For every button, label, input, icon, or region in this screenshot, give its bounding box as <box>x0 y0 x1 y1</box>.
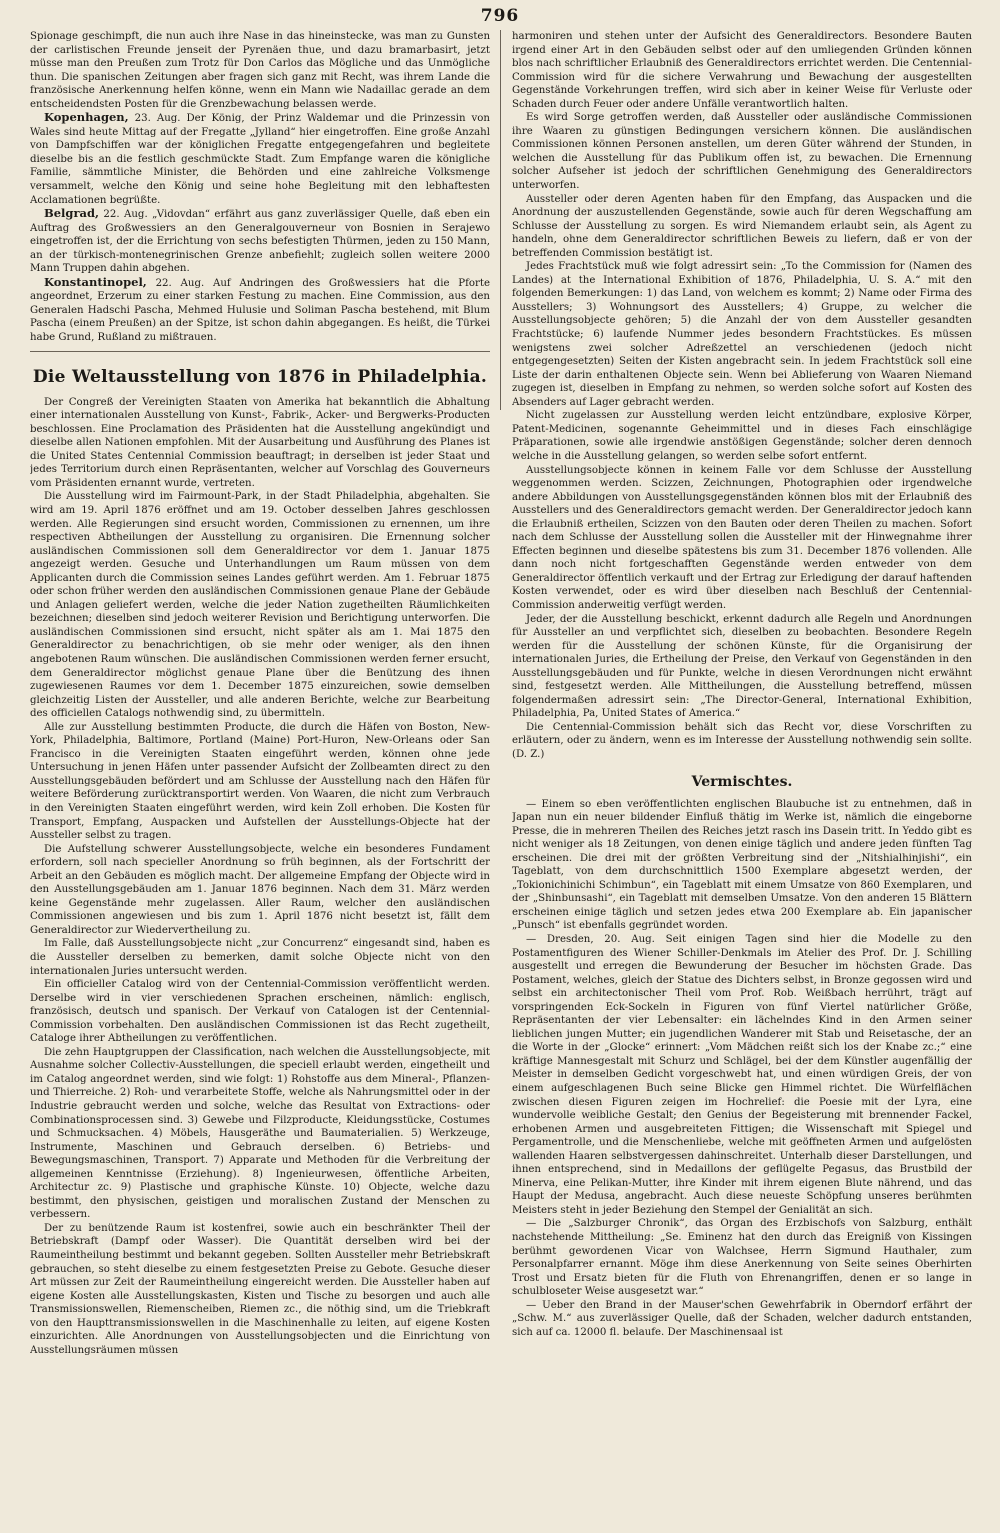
paragraph: — Einem so eben veröffentlichten englischen Blaubuche ist zu entnehmen, daß in Japan nun ein neuer bildender Einfluß thätig im Werke ist, nämlich die eingeborne Presse, die in mehreren Theilen des Reiches jetzt rasch ins Dasein tritt. In Yeddo gibt es nicht weniger als 18 Zeitungen, von denen einige täglich und andere jeden fünften Tag erscheinen. Die drei mit der größten Verbreitung sind der „Nitshialhinjishi“, ein Tageblatt, von dem durchschnittlich 1500 Exemplare abgesetzt werden, der „Tokionichinichi Schimbun“, ein Tageblatt mit einem Umsatze von 860 Exemplaren, und der „Shinbunsashi“, ein Tageblatt mit demselben Umsatze. Von den anderen 15 Blättern erscheinen einige täglich und setzen jedes etwa 200 Exemplare ab. Ein japanischer „Punsch“ ist ebenfalls gegründet worden. <box>512 798 972 932</box>
paragraph: — Dresden, 20. Aug. Seit einigen Tagen sind hier die Modelle zu den Postamentfiguren des Wiener Schiller-Denkmals im Atelier des Prof. Dr. J. Schilling ausgestellt und erregen die Bewunderung der Besucher im höchsten Grade. Das Postament, welches, gleich der Statue des Dichters selbst, in Bronze gegossen wird und selbst ein architectonischer Theil vom Prof. Rob. Weißbach herrührt, trägt auf vorspringenden Eck-Sockeln in Figuren von fünf Viertel natürlicher Größe, Repräsentanten der vier Lebensalter: ein lächelndes Kind in den Armen seiner lieblichen jungen Mutter; ein jugendlichen Wanderer mit Stab und Reisetasche, der an die Worte in der „Glocke“ erinnert: „Vom Mädchen reißt sich los der Knabe zc.;“ eine kräftige Mannesgestalt mit Schurz und Schlägel, bei der dem Künstler augenfällig der Meister in demselben Gedicht vorgeschwebt hat, und einen würdigen Greis, der von einem aufgeschlagenen Buch seine Blicke gen Himmel richtet. Die Würfelflächen zwischen diesen Figuren zeigen im Hochrelief: die Poesie mit der Lyra, eine wundervolle weibliche Gestalt; den Genius der Begeisterung mit brennender Fackel, erhobenen Armen und ausgebreiteten Fittigen; die Wissenschaft mit Spiegel und Pergamentrolle, und die Menschenliebe, welche mit geöffneten Armen und aufgelösten wallenden Haaren selbstvergessen dahinschreitet. Unterhalb dieser Darstellungen, und ihnen entsprechend, sind in Medaillons der geflügelte Pegasus, das Brustbild der Minerva, eine Pelikan-Mutter, ihre Kinder mit ihrem eigenen Blute nährend, und das Haupt der Medusa, angebracht. Auch diese neueste Schöpfung unseres berühmten Meisters steht in jeder Beziehung den Stempel der Genialität an sich. <box>512 934 972 1216</box>
paragraph: Der zu benützende Raum ist kostenfrei, sowie auch ein beschränkter Theil der Betriebskraft (Dampf oder Wasser). Die Quantität derselben wird bei der Raumeintheilung bestimmt und bekannt gegeben. Sollten Aussteller mehr Betriebskraft gebrauchen, so steht dieselbe zu einem festgesetzten Preise zu Gebote. Gesuche dieser Art müssen zur Zeit der Raumeintheilung eingereicht werden. Die Aussteller haben auf eigene Kosten alle Ausstellungskasten, Kisten und Tische zu besorgen und auch alle Transmissionswellen, Riemenscheiben, Riemen zc., die nöthig sind, um die Triebkraft von den Haupttransmissionswellen in die Maschinenhalle zu leiten, auf eigene Kosten einzurichten. Alle Anordnungen von Ausstellungsobjecten und die Einrichtung von Ausstellungsräumen müssen <box>30 1222 490 1356</box>
paragraph: — Die „Salzburger Chronik“, das Organ des Erzbischofs von Salzburg, enthält nachstehende Mittheilung: „Se. Eminenz hat den durch das Ereigniß von Kissingen berühmt gewordenen Vicar von Walchsee, Herrn Sigmund Hauthaler, zum Personalpfarrer ernannt. Möge ihm diese Anerkennung von Seite seines Oberhirten Trost und Ersatz bieten für die Fluth von Ehrenangriffen, denen er so lange in schulbloseter Weise ausgesetzt war.“ <box>512 1218 972 1298</box>
paragraph: Jeder, der die Ausstellung beschickt, erkennt dadurch alle Regeln und Anordnungen für Aussteller an und verpflichtet sich, dieselben zu beobachten. Besondere Regeln werden für die Ausstellung der schönen Künste, für die Organisirung der internationalen Juries, die Ertheilung der Preise, den Verkauf von Gegenständen in den Ausstellungsgebäuden und für Punkte, welche in diesen Verordnungen nicht erwähnt sind, festgesetzt werden. Alle Mittheilungen, die Ausstellung betreffend, müssen folgendermaßen adressirt sein: „The Director-General, International Exhibition, Philadelphia, Pa, United States of America.“ <box>512 613 972 720</box>
paragraph: Ein officieller Catalog wird von der Centennial-Commission veröffentlicht werden. Derselbe wird in vier verschiedenen Sprachen erscheinen, nämlich: englisch, französisch, deutsch und spanisch. Der Verkauf von Catalogen ist der Centennial-Commission vorbehalten. Den ausländischen Commissionen ist das Recht zugetheilt, Cataloge ihrer Abtheilungen zu veröffentlichen. <box>30 979 490 1045</box>
paragraph: Nicht zugelassen zur Ausstellung werden leicht entzündbare, explosive Körper, Patent-Medicinen, sogenannte Geheimmittel und in dieses Fach einschlägige Präparationen, sowie alle irgendwie anstößigen Gegenstände; solcher deren dennoch welche in die Ausstellung gelangen, so werden selbe sofort entfernt. <box>512 410 972 462</box>
paragraph: Im Falle, daß Ausstellungsobjecte nicht „zur Concurrenz“ eingesandt sind, haben es die Aussteller derselben zu bemerken, damit solche Objecte nicht von den internationalen Juries untersucht werden. <box>30 938 490 977</box>
paragraph: Die Aufstellung schwerer Ausstellungsobjecte, welche ein besonderes Fundament erfordern, soll nach specieller Anordnung so früh beginnen, als der Fortschritt der Arbeit an den Gebäuden es möglich macht. Der allgemeine Empfang der Objecte wird in den Ausstellungsgebäuden am 1. Januar 1876 beginnen. Nach dem 31. März werden keine Gegenstände mehr zugelassen. Aller Raum, welcher den ausländischen Commissionen angewiesen und bis zum 1. April 1876 nicht besetzt ist, fällt dem Generaldirector zur Wiedervertheilung zu. <box>30 843 490 936</box>
section-title: Vermischtes. <box>691 773 793 790</box>
article-title: Die Weltausstellung von 1876 in Philadelphia. <box>32 366 488 387</box>
paragraph: Alle zur Ausstellung bestimmten Producte, die durch die Häfen von Boston, New-York, Philadelphia, Baltimore, Portland (Maine) Port-Huron, New-Orleans oder San Francisco in die Vereinigten Staaten eingeführt werden, können ohne jede Untersuchung in jenen Häfen unter passender Aufsicht der Zollbeamten direct zu den Ausstellungsgebäuden befördert und am Schlusse der Ausstellung nach den Häfen für weitere Beförderung zurücktransportirt werden. Von Waaren, die nicht zum Verbrauch in den Vereinigten Staaten eingeführt werden, wird kein Zoll erhoben. Die Kosten für Transport, Empfang, Auspacken und Aufstellen der Ausstellungs-Objecte hat der Aussteller selbst zu tragen. <box>30 721 490 842</box>
dateline: Kopenhagen, <box>44 110 129 125</box>
paragraph: — Ueber den Brand in der Mauser'schen Gewehrfabrik in Oberndorf erfährt der „Schw. M.“ aus zuverlässiger Quelle, daß der Schaden, welcher dadurch entstanden, sich auf ca. 12000 fl. belaufe. Der Maschinensaal ist <box>512 1299 972 1338</box>
title-rule <box>30 351 490 352</box>
paragraph: Aussteller oder deren Agenten haben für den Empfang, das Auspacken und die Anordnung der auszustellenden Gegenstände, sowie auch für deren Wegschaffung am Schlusse der Ausstellung zu sorgen. Es wird Niemandem erlaubt sein, als Agent zu handeln, ohne dem Generaldirector schriftlichen Beweis zu liefern, daß er von der betreffenden Commission bestätigt ist. <box>512 193 972 259</box>
dateline: Konstantinopel, <box>44 274 147 289</box>
news-item-belgrad: Belgrad, 22. Aug. „Vidovdan“ erfährt aus ganz zuverlässiger Quelle, daß eben ein Auftrag des Großwessiers an den Generalgouverneur von Bosnien in Serajewo eingetroffen ist, der die Errichtung von sechs befestigten Thürmen, jeden zu 150 Mann, an der türkisch-montenegrinischen Grenze anbefiehlt; zugleich sollen weitere 2000 Mann Truppen dahin abgehen. <box>30 206 490 275</box>
page-number: 796 <box>480 6 520 26</box>
paragraph: Die zehn Hauptgruppen der Classification, nach welchen die Ausstellungsobjecte, mit Ausnahme solcher Collectiv-Ausstellungen, die speciell erlaubt werden, eingetheilt und im Catalog angeordnet werden, sind wie folgt: 1) Rohstoffe aus dem Mineral-, Pflanzen- und Thierreiche. 2) Roh- und verarbeitete Stoffe, welche als Nahrungsmittel oder in der Industrie gebraucht werden und solche, welche das Resultat von Extractions- oder Combinationsprocessen sind. 3) Gewebe und Filzproducte, Kleidungsstücke, Costumes und Schmucksachen. 4) Möbels, Hausgeräthe und Baumaterialien. 5) Werkzeuge, Instrumente, Maschinen und Gebrauch derselben. 6) Betriebs- und Bewegungsmaschinen, Transport. 7) Apparate und Methoden für die Verbreitung der allgemeinen Kenntnisse (Erziehung). 8) Ingenieurwesen, öffentliche Arbeiten, Architectur zc. 9) Plastische und graphische Künste. 10) Objecte, welche dazu bestimmt, den physischen, geistigen und moralischen Zustand der Menschen zu verbessern. <box>30 1046 490 1221</box>
source-signoff: (D. Z.) <box>512 748 545 760</box>
right-column <box>512 30 972 1525</box>
paragraph: Die Centennial-Commission behält sich das Recht vor, diese Vorschriften zu erläutern, oder zu ändern, wenn es im Interesse der Ausstellung nothwendig sein sollte. (D. Z.) <box>512 721 972 760</box>
paragraph: Es wird Sorge getroffen werden, daß Aussteller oder ausländische Commissionen ihre Waaren zu günstigen Bedingungen versichern können. Die ausländischen Commissionen können Personen anstellen, um deren Güter während der Stunden, in welchen die Ausstellung für das Publikum offen ist, zu bewachen. Die Ernennung solcher Aufseher ist jedoch der schriftlichen Genehmigung des Generaldirectors unterworfen. <box>512 112 972 192</box>
left-column <box>30 30 490 1525</box>
paragraph: harmoniren und stehen unter der Aufsicht des Generaldirectors. Besondere Bauten irgend einer Art in den Gebäuden selbst oder auf den umliegenden Gründen können blos nach schriftlicher Erlaubniß des Generaldirectors errichtet werden. Die Centennial-Commission wird für die sichere Verwahrung und Bewachung der ausgestellten Gegenstände Vorkehrungen treffen, wird sich aber in keiner Weise für Verluste oder Schaden durch Feuer oder andere Unfälle verantwortlich halten. <box>512 31 972 110</box>
paragraph: Der Congreß der Vereinigten Staaten von Amerika hat bekanntlich die Abhaltung einer internationalen Ausstellung von Kunst-, Fabrik-, Acker- und Bergwerks-Producten beschlossen. Eine Proclamation des Präsidenten hat die Ausstellung angekündigt und dieselbe allen Nationen empfohlen. Mit der Ausarbeitung und Ausführung des Planes ist die United States Centennial Commission beauftragt; in derselben ist jeder Staat und jedes Territorium durch einen Repräsentanten, welcher auf Vorschlag des Gouverneurs vom Präsidenten ernannt wurde, vertreten. <box>30 396 490 489</box>
news-item-konstantinopel: Konstantinopel, 22. Aug. Auf Andringen des Großwessiers hat die Pforte angeordnet, Erzerum zu einer starken Festung zu machen. Eine Commission, aus den Generalen Hadschi Pascha, Mehmed Hulusie und Soliman Pascha bestehend, mit Blum Pascha (einem Preußen) an der Spitze, ist schon dahin abgegangen. Es heißt, die Türkei habe Grund, Rußland zu mißtrauen. <box>30 274 490 344</box>
paragraph: Jedes Frachtstück muß wie folgt adressirt sein: „To the Commission for (Namen des Landes) at the International Exhibition of 1876, Philadelphia, U. S. A.“ mit den folgenden Bemerkungen: 1) das Land, von welchem es kommt; 2) Name oder Firma des Ausstellers; 3) Wohnungsort des Ausstellers; 4) Gruppe, zu welcher die Ausstellungsobjecte gehören; 5) die Anzahl der von dem Aussteller gesandten Frachtstücke; 6) laufende Nummer jedes besondern Frachtstückes. Es müssen wenigstens zwei solcher Adreßzettel an verschiedenen (jedoch nicht entgegengesetzten) Seiten der Kisten angebracht sein. In jedem Frachtstück soll eine Liste der darin enthaltenen Objecte sein. Wenn bei Ablieferung von Waaren Niemand zugegen ist, dieselben in Empfang zu nehmen, so werden solche sofort auf Kosten des Absenders auf Lager gebracht werden. <box>512 261 972 408</box>
dateline: Belgrad, <box>44 206 100 221</box>
paragraph: Ausstellungsobjecte können in keinem Falle vor dem Schlusse der Ausstellung weggenommen werden. Scizzen, Zeichnungen, Photographien oder irgendwelche andere Abbildungen von Ausstellungsgegenständen können blos mit der Erlaubniß des Ausstellers und des Generaldirectors gemacht werden. Der Generaldirector jedoch kann die Erlaubniß ertheilen, Scizzen von den Bauten oder deren Theilen zu machen. Sofort nach dem Schlusse der Ausstellung sollen die Aussteller mit der Hinwegnahme ihrer Effecten beginnen und dieselbe spätestens bis zum 31. December 1876 vollenden. Alle dann noch nicht fortgeschafften Gegenstände werden entweder von dem Generaldirector öffentlich verkauft und der Ertrag zur Erledigung der darauf haftenden Kosten verwendet, oder es wird über dieselben nach Beschluß der Centennial-Commission anderweitig verfügt werden. <box>512 464 972 611</box>
news-item-kopenhagen: Kopenhagen, 23. Aug. Der König, der Prinz Waldemar und die Prinzessin von Wales sind heute Mittag auf der Fregatte „Jylland“ hier eingetroffen. Eine große Anzahl von Dampfschiffen war der königlichen Fregatte entgegengefahren und begleitete dieselbe bis an die festlich geschmückte Stadt. Zum Empfange waren die königliche Familie, sämmtliche Minister, die Behörden und eine zahlreiche Volksmenge versammelt, welche den König und seine hohe Begleitung mit den lebhaftesten Acclamationen begrüßte. <box>30 110 490 206</box>
paragraph: Spionage geschimpft, die nun auch ihre Nase in das hineinstecke, was man zu Gunsten der carlistischen Freunde jenseit der Pyrenäen thue, und dazu bramarbasirt, jetzt müsse man den Preußen zum Trotz für Don Carlos das Mögliche und das Unmögliche thun. Die spanischen Zeitungen aber fragen sich ganz mit Recht, was ihrem Lande die französische Anerkennung helfen könne, wenn ein Mann wie Nadaillac gerade an dem entscheidendsten Posten für die Grenzbewachung belassen werde. <box>30 31 490 110</box>
paragraph: Die Ausstellung wird im Fairmount-Park, in der Stadt Philadelphia, abgehalten. Sie wird am 19. April 1876 eröffnet und am 19. October desselben Jahres geschlossen werden. Alle Regierungen sind ersucht worden, Commissionen zu ernennen, um ihre respectiven Abtheilungen der Ausstellung zu organisiren. Die Ernennung solcher ausländischen Commissionen soll dem Generaldirector vor dem 1. Januar 1875 angezeigt werden. Gesuche und Unterhandlungen um Raum müssen von dem Applicanten durch die Commission seines Landes geführt werden. Am 1. Februar 1875 oder schon früher werden den ausländischen Commissionen genaue Plane der Gebäude und Anlagen geliefert werden, welche die jeder Nation zugetheilten Räumlichkeiten bezeichnen; dieselben sind jedoch weiterer Revision und Berichtigung unterworfen. Die ausländischen Commissionen sind ersucht, nicht später als am 1. Mai 1875 den Generaldirector zu benachrichtigen, ob sie mehr oder weniger, als den ihnen angebotenen Raum wünschen. Die ausländischen Commissionen werden ferner ersucht, dem Generaldirector möglichst genaue Plane über die Benützung des ihnen zugewiesenen Raumes vor dem 1. December 1875 einzureichen, sowie demselben gleichzeitig Listen der Aussteller, und alle anderen Berichte, welche zur Bearbeitung des officiellen Catalogs nothwendig sind, zu übermitteln. <box>30 491 490 720</box>
columns <box>30 30 972 1525</box>
